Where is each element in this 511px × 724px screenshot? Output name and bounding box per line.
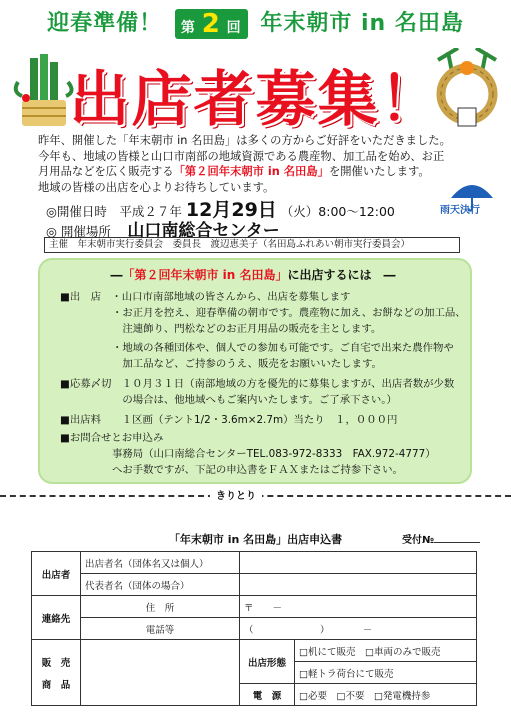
header-post: 年末朝市 in 名田島 xyxy=(260,11,464,36)
cut-label: きりとり xyxy=(210,487,262,502)
rep-label: 代表者名（団体の場合） xyxy=(81,574,240,596)
receipt-number-field[interactable] xyxy=(434,542,480,543)
edition-badge: 第 2 回 xyxy=(175,9,248,39)
phone-label: 電話等 xyxy=(81,618,240,640)
info-row: ・地域の各種団体や、個人での参加も可能です。ご自宅で出来た農作物や xyxy=(60,342,454,354)
event-name-highlight: 「第２回年末朝市 in 名田島」 xyxy=(173,165,329,178)
shop-name-label: 出店者名（団体名又は個人） xyxy=(81,552,240,574)
intro-paragraph: 昨年、開催した「年末朝市 in 名田島」は多くの方からご好評をいただきました。 今年も、地域の皆様と山口市南部の地域資源である農産物、加工品を始め、お正 月用品などを広く販売する「第２回年末朝市 in 名田島」を開催いたします。 地域の皆様の出店を心よりお待ちしています。 xyxy=(38,134,451,194)
info-row: ■お問合せとお申込み xyxy=(60,432,164,444)
event-venue: ◎ 開催場所 山口南総合センター xyxy=(46,221,280,241)
application-form xyxy=(31,551,477,706)
goods-field[interactable] xyxy=(81,640,240,706)
contact-label: 連絡先 xyxy=(32,596,81,640)
info-row: ■出 店 ・山口市南部地域の皆さんから、出店を募集します xyxy=(60,291,351,303)
event-date-big: 12月29日 xyxy=(185,199,277,221)
phone-field[interactable]: （ ） － xyxy=(240,618,477,640)
shimekazari-icon xyxy=(428,48,506,128)
info-row: へお手数ですが、下記の申込書をＦＡＸまたはご持参下さい。 xyxy=(60,464,403,476)
info-row: 注連飾り、門松などのお正月用品の販売を主とします。 xyxy=(60,323,382,335)
form-title: 「年末朝市 in 名田島」出店申込書 xyxy=(168,533,343,546)
info-row: 加工品など、ご持参のうえ、販売をお願いいたします。 xyxy=(60,358,382,370)
goods-label: 販 売 商 品 xyxy=(32,640,81,706)
info-box-title: ―「第２回年末朝市 in 名田島」に出店するには ― xyxy=(110,268,396,282)
address-field[interactable]: 〒 － xyxy=(240,596,477,618)
format-options-2[interactable]: □軽トラ荷台にて販売 xyxy=(295,662,477,684)
venue-name: 山口南総合センター xyxy=(127,221,280,241)
format-label: 出店形態 xyxy=(240,640,295,684)
power-label: 電 源 xyxy=(240,684,295,706)
rep-name-field[interactable] xyxy=(240,574,477,596)
rain-notice: 雨天決行 xyxy=(440,205,480,216)
page-title: 出店者募集！ xyxy=(69,65,442,135)
edition-number: 2 xyxy=(201,9,221,39)
power-options[interactable]: □必要 □不要 □発電機持参 xyxy=(295,684,477,706)
shop-name-field[interactable] xyxy=(240,552,477,574)
event-date: ◎開催日時 平成２７年 12月29日 （火）8:00～12:00 xyxy=(46,199,395,221)
info-row: ■出店料 １区画（テント1/2・3.6m×2.7m）当たり １，０００円 xyxy=(60,414,398,426)
header-pre: 迎春準備！ xyxy=(47,11,163,36)
address-label: 住 所 xyxy=(81,596,240,618)
shop-label: 出店者 xyxy=(32,552,81,596)
receipt-number: 受付№ xyxy=(402,531,480,546)
info-row: ・お正月を控え、迎春準備の朝市です。農産物に加え、お餅などの加工品、 xyxy=(60,307,466,319)
header-line xyxy=(0,6,511,39)
info-row: 事務局（山口南総合センターTEL.083-972-8333 FAX.972-4777） xyxy=(60,448,436,460)
organizer-box: 主催 年末朝市実行委員会 委員長 渡辺恵美子（名田島ふれあい朝市実行委員会） xyxy=(44,237,460,253)
info-row: の場合は、他地域へもご案内いたします。ご了承下さい。） xyxy=(60,394,397,406)
info-row: ■応募〆切 １０月３１日（南部地域の方を優先的に募集しますが、出店者数が少数 xyxy=(60,378,455,390)
format-options-1[interactable]: □机にて販売 □車両のみで販売 xyxy=(295,640,477,662)
